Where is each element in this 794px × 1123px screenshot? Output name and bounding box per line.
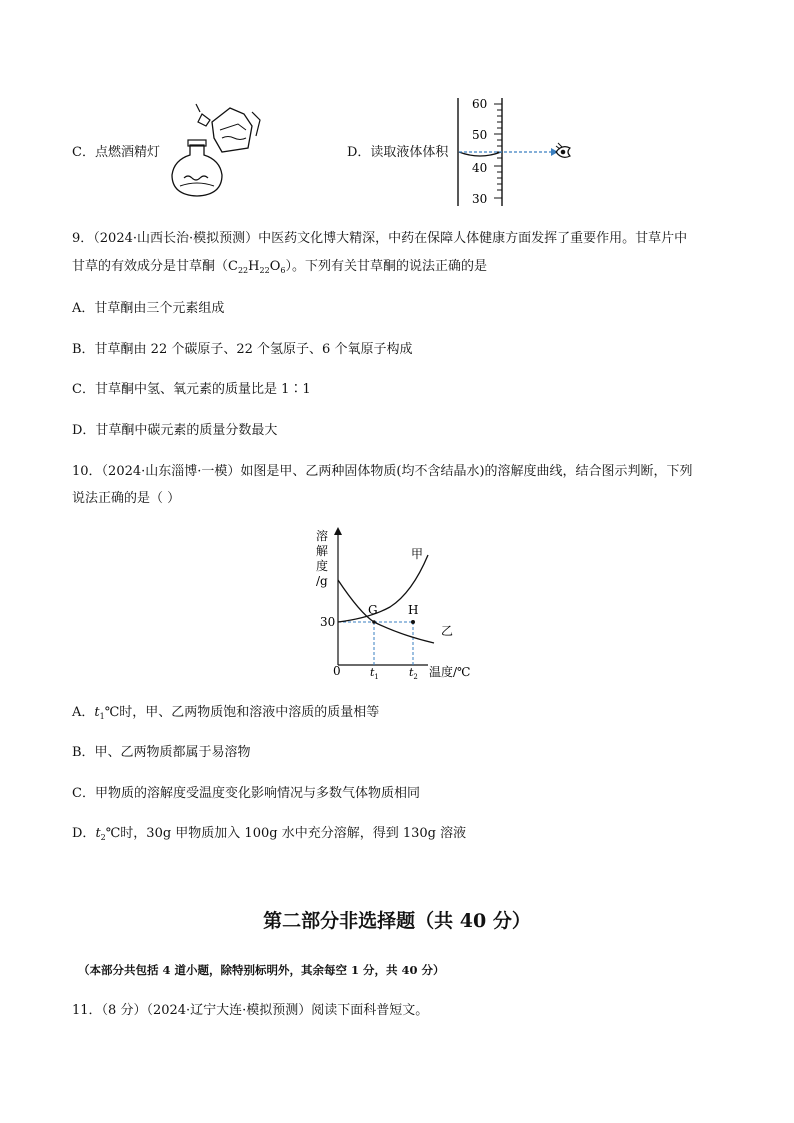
chemical-formula: $C_{22}H_{22}O_6$ bbox=[228, 259, 286, 275]
q11-stem: 11．（8 分）（2024·辽宁大连·模拟预测）阅读下面科普短文。 bbox=[72, 1003, 429, 1018]
point-g bbox=[372, 620, 376, 624]
solubility-chart bbox=[300, 525, 490, 685]
y-axis-arrow bbox=[334, 527, 342, 535]
q9-stem-line2: 甘草的有效成分是甘草酮$(C_{22}H_{22}O_6)$。下列有关甘草酮的说法正确的是 bbox=[72, 259, 487, 275]
part2-title: 第二部分非选择题（共 40 分） bbox=[263, 910, 531, 932]
q10-stem-line2: 说法正确的是（ ） bbox=[72, 491, 181, 506]
x-tick-t2: $t_2$ bbox=[409, 666, 418, 681]
q8-option-d: D．读取液体体积 bbox=[347, 145, 449, 160]
q9-stem-line1: 9．（2024·山西长治·模拟预测）中医药文化博大精深，中药在保障人体健康方面发挥了重要作用。甘草片中 bbox=[72, 231, 688, 246]
q10-option-c: C．甲物质的溶解度受温度变化影响情况与多数气体物质相同 bbox=[72, 786, 420, 801]
point-h bbox=[411, 620, 415, 624]
x-tick-t1: $t_1$ bbox=[370, 666, 379, 681]
cylinder-tick-50: 50 bbox=[472, 128, 488, 142]
cylinder-tick-30: 30 bbox=[472, 192, 488, 206]
part2-note: （本部分共包括 4 道小题，除特别标明外，其余每空 1 分，共 40 分） bbox=[78, 963, 445, 977]
graduated-cylinder-illustration bbox=[450, 94, 580, 206]
q10-stem-line1: 10．（2024·山东淄博·一模）如图是甲、乙两种固体物质(均不含结晶水)的溶解度曲线，结合图示判断，下列 bbox=[72, 464, 693, 479]
q10-option-b: B．甲、乙两物质都属于易溶物 bbox=[72, 745, 251, 760]
q9-option-a: A．甘草酮由三个元素组成 bbox=[72, 301, 225, 316]
ylabel-char-2: 解 bbox=[316, 544, 329, 558]
x-axis-label: 温度/℃ bbox=[429, 665, 471, 679]
cylinder-tick-40: 40 bbox=[472, 161, 488, 175]
series-jia-label: 甲 bbox=[411, 547, 424, 561]
q9-option-c: C．甘草酮中氢、氧元素的质量比是 1∶1 bbox=[72, 382, 311, 397]
alcohol-lamp-illustration bbox=[160, 100, 268, 200]
ylabel-char-3: 度 bbox=[316, 559, 329, 573]
point-h-label: H bbox=[408, 603, 419, 617]
curve-yi bbox=[338, 580, 434, 643]
q8-option-c: C．点燃酒精灯 bbox=[72, 145, 160, 160]
y-tick-30: 30 bbox=[320, 615, 336, 629]
point-g-label: G bbox=[368, 603, 378, 617]
ylabel-char-4: /g bbox=[316, 574, 328, 588]
q10-option-d: D．$t_2℃$时，30g 甲物质加入 100g 水中充分溶解，得到 130g 溶液 bbox=[72, 826, 467, 842]
series-yi-label: 乙 bbox=[441, 624, 454, 638]
eye-icon bbox=[556, 143, 570, 157]
q10-option-a: A．$t_1℃$时，甲、乙两物质饱和溶液中溶质的质量相等 bbox=[72, 705, 380, 721]
q9-option-b: B．甘草酮由 22 个碳原子、22 个氢原子、6 个氧原子构成 bbox=[72, 342, 413, 357]
cylinder-tick-60: 60 bbox=[472, 97, 488, 111]
ylabel-char-1: 溶 bbox=[316, 529, 329, 543]
q9-option-d: D．甘草酮中碳元素的质量分数最大 bbox=[72, 423, 278, 438]
origin-label: 0 bbox=[333, 664, 341, 678]
